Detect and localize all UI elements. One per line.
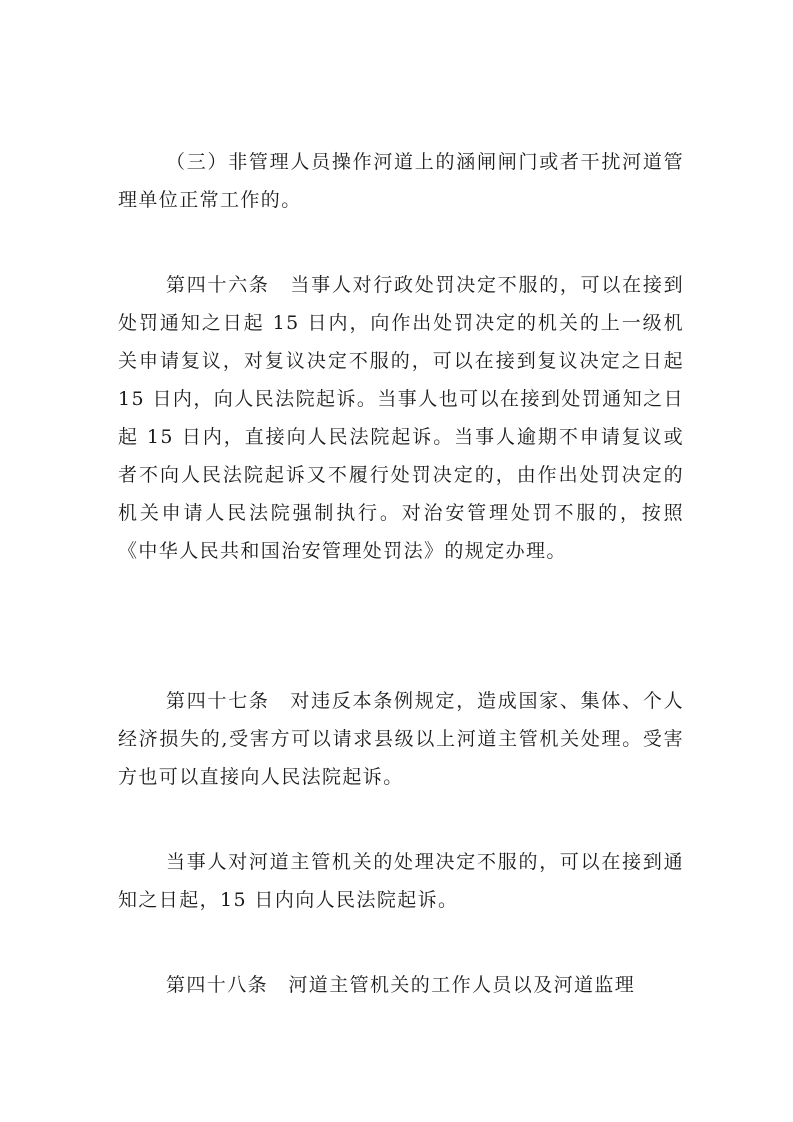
paragraph-article-47: 第四十七条 对违反本条例规定，造成国家、集体、个人经济损失的,受害方可以请求县级以上河道主管机关处理。受害方也可以直接向人民法院起诉。 bbox=[118, 690, 684, 788]
paragraph-article-46: 第四十六条 当事人对行政处罚决定不服的，可以在接到处罚通知之日起 15 日内，向作出处罚决定的机关的上一级机关申请复议，对复议决定不服的，可以在接到复议决定之日起 15 日内，向人民法院起诉。当事人也可以在接到处罚通知之日起 15 日内，直接向人民法院起诉。当事人逾期不申请复议或者不向人民法院起诉又不履行处罚决定的，由作出处罚决定的机关申请人民法院强制执行。对治安管理处罚不服的，按照《中华人民共和国治安管理处罚法》的规定办理。 bbox=[118, 274, 684, 562]
paragraph-article-48: 第四十八条 河道主管机关的工作人员以及河道监理 bbox=[166, 974, 636, 996]
paragraph-article-47-appeal: 当事人对河道主管机关的处理决定不服的，可以在接到通知之日起，15 日内向人民法院起诉。 bbox=[118, 851, 684, 911]
paragraph-clause-3: （三）非管理人员操作河道上的涵闸闸门或者干扰河道管理单位正常工作的。 bbox=[118, 151, 684, 211]
